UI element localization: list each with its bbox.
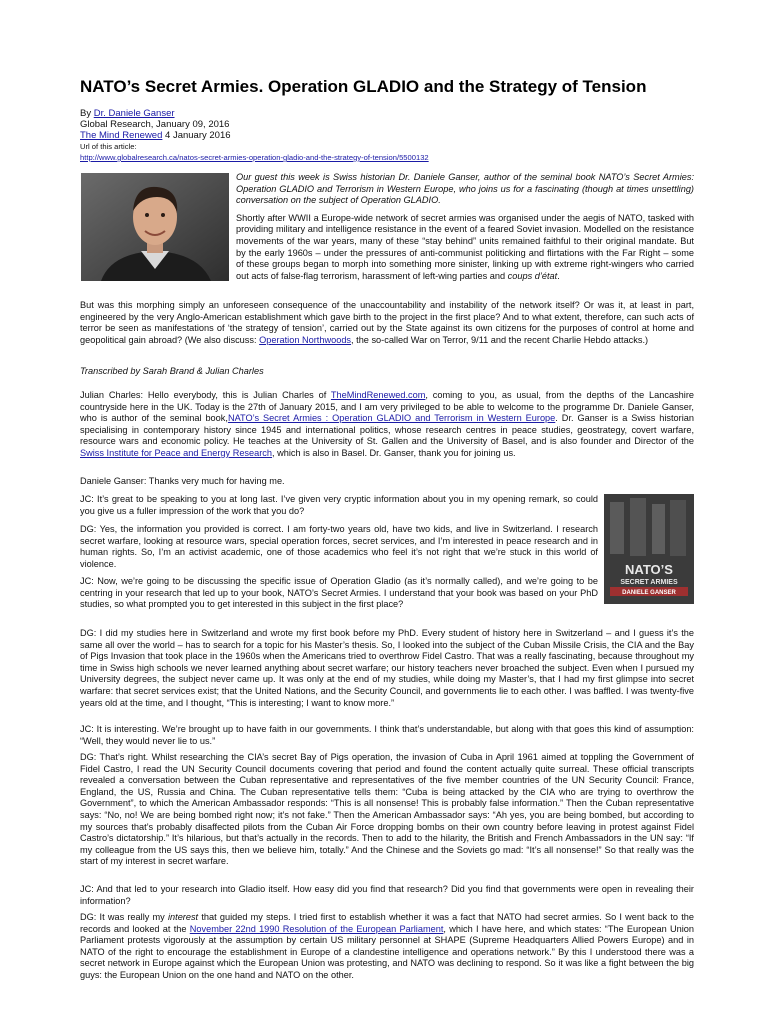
transcript-jc-3: JC: Now, we’re going to be discussing the specific issue of Operation Gladio (as it’s normally called), and we’re going to be centring in your research that led up to your book, NATO’s Secret Armies. I understand that your book was based on your PhD studies, so what prompted you to get interested in this subject in the first place? xyxy=(80,576,598,610)
transcript-dg-1: Daniele Ganser: Thanks very much for having me. xyxy=(80,476,285,486)
article-url-link[interactable]: http://www.globalresearch.ca/natos-secret-armies-operation-gladio-and-the-strategy-of-tension/5500132 xyxy=(80,153,429,162)
book-link[interactable]: NATO’s Secret Armies : Operation GLADIO and Terrorism in Western Europe xyxy=(227,413,556,424)
article-meta xyxy=(80,108,700,163)
transcript-dg-3: DG: I did my studies here in Switzerland and wrote my first book before my PhD. Every student of history here in Switzerland – and I guess it’s the same all over the world – has to search for a topic for his Master’s thesis. So, I looked into the subject of the Cuban Missile Crisis, the CIA and the Bay of Pigs Invasion that took place in the 1960s when the Americans tried to overthrow Fidel Castro. That was a really fascinating, because throughout my time in Swiss high schools we never learned anything about secret warfare; our history teachers never broached the subject. Even when I pursued my University degrees, the subject never came up. It was only at the end of my studies, while doing my Master’s, that I had my first glimpse into secret warfare: that secret services exist; that the United Nations, and the Security Council, and governments lie to each other. I was baffled. I was twenty-five years old at the time, and I thought, “This is interesting; I want to know more.” xyxy=(80,628,694,708)
transcript-jc-2: JC: It’s great to be speaking to you at long last. I’ve given very cryptic information about you in my opening remark, so could you give us a fuller impression of the work that you do? xyxy=(80,494,598,516)
transcript-jc-5: JC: And that led to your research into Gladio itself. How easy did you find that research? Did you find that governments were open in revealing their information? xyxy=(80,884,694,906)
intro-section xyxy=(236,172,694,288)
transcript-jc-4: JC: It is interesting. We’re brought up to have faith in our governments. I think that’s understandable, but along with that goes this kind of assumption: “Well, they would never lie to us.” xyxy=(80,724,694,746)
author-photo xyxy=(81,173,229,281)
transcript-dg-5: DG: It was really my interest that guided my steps. I tried first to establish whether it was a fact that NATO had secret armies. So I went back to the records and looked at the November 22nd 1990 Resolution of the European Parliament, which I have here, and which states: “The European Union Parliament protests vigorously at the assumption by certain US military personnel at SHAPE (Supreme Headquarters Allied Powers Europe) and in NATO of the right to encourage the establishment in Europe of a clandestine intelligence and operations network.” By this I understood there was a secret network in Europe against which the European Union was protesting, and NATO was declining to respond. So it was like a fight between the big guys: the European Union on the one hand and NATO on the other. xyxy=(80,912,695,980)
mind-renewed-link[interactable]: The Mind Renewed xyxy=(80,130,163,141)
book-cover-title-1: NATO’S xyxy=(625,562,673,577)
intro-italic: Our guest this week is Swiss historian Dr. Daniele Ganser, author of the seminal book NATO’s Secret Armies: Operation GLADIO and Terrorism in Western Europe, who joins us for a fascinating (though at times unsettling) conversation on the subject of Operation GLADIO. xyxy=(236,172,694,206)
mind-renewed-site-link[interactable]: TheMindRenewed.com xyxy=(330,390,426,400)
byline: By Dr. Daniele Ganser xyxy=(80,108,175,119)
transcribed-by: Transcribed by Sarah Brand & Julian Charles xyxy=(80,366,264,376)
intro-paragraph-1: Shortly after WWII a Europe-wide network of secret armies was organised under the aegis of NATO, tasked with providing military and intelligence resistance in the event of a feared Soviet invasion. Modelled on the resistance movements of the war years, many of these “stay behind” units remained faithful to their original mandate. But by the early 1960s – under the pressures of anti-communist politicking and flirtations with the Far Right – some of these groups began to morph into something more sinister, linking up with extreme right-wingers who carried out acts of false-flag terrorism, harassment of left-wing parties and coups d’état. xyxy=(236,212,694,281)
book-cover-title-2: SECRET ARMIES xyxy=(620,579,678,586)
article-title: NATO’s Secret Armies. Operation GLADIO and the Strategy of Tension xyxy=(80,77,647,96)
source-line: Global Research, January 09, 2016 xyxy=(80,119,230,130)
intro-paragraph-2: But was this morphing simply an unforeseen consequence of the unaccountability and instability of the network itself? Or was it, at least in part, engineered by the very Anglo-American establishment which gave birth to the project in the first place? And to what extent, therefore, can such acts of terror be seen as manifestations of ‘the strategy of tension’, carried out by the State against its own citizens for the purposes of control at home and geopolitical gain abroad? (We also discuss: Operation Northwoods, the so-called War on Terror, 9/11 and the recent Charlie Hebdo attacks.) xyxy=(80,300,694,345)
transcript-dg-2: DG: Yes, the information you provided is correct. I am forty-two years old, have two kids, and live in Switzerland. I research secret warfare, looking at resource wars, special operation forces, secret services, and I’m interested in peace research and in human rights. So, I’m an activist academic, one of those academics who feel it’s not right that we’re stuck in this world of violence. xyxy=(80,524,598,569)
original-source: The Mind Renewed 4 January 2016 xyxy=(80,130,231,141)
url-label: Url of this article: xyxy=(80,142,137,151)
eu-resolution-link[interactable]: November 22nd 1990 Resolution of the European Parliament xyxy=(189,923,444,934)
operation-northwoods-link[interactable]: Operation Northwoods xyxy=(259,334,352,345)
transcript-jc-1: Julian Charles: Hello everybody, this is Julian Charles of TheMindRenewed.com, coming to you, as usual, from the depths of the Lancashire countryside here in the UK. Today is the 27th of January 2015, and I am very privileged to be able to welcome to the programme Dr. Daniele Ganser, who is author of the seminal book,NATO’s Secret Armies : Operation GLADIO and Terrorism in Western Europe. Dr. Ganser is a Swiss historian specialising in contemporary history since 1945 and international politics, whose research centres in peace studies, geostrategy, covert warfare, resource wars and economic policy. He teaches at the University of St. Gallen and the University of Basel, and is also founder and Director of the Swiss Institute for Peace and Energy Research, which is also in Basel. Dr. Ganser, thank you for joining us. xyxy=(80,390,694,458)
author-portrait-image xyxy=(81,173,229,281)
book-cover-author: DANIELE GANSER xyxy=(622,590,676,596)
author-link[interactable]: Dr. Daniele Ganser xyxy=(93,108,175,119)
swiss-institute-link[interactable]: Swiss Institute for Peace and Energy Research xyxy=(80,447,273,458)
transcript-dg-4: DG: That’s right. Whilst researching the CIA’s secret Bay of Pigs operation, the invasion of Cuba in April 1961 aimed at toppling the Government of Fidel Castro, I read the UN Security Council documents covering that period and found the content actually quite surreal. These official transcripts revealed a conversation between the Cuban representative and representatives of the five member countries of the UN Security Council: France, England, the US, Russia and China. The Cuban representative tells them: “Cuba is being attacked by the CIA who are trying to overthrow the Government”, to which the American Ambassador responds: “This is all nonsense! This is probably false information.” Then the Cuban representative says: “No, no! We are being bombed right now; it’s not fake.” Then the American Ambassador says: “Ah yes, you are being bombed, but according to my sources that’s probably disaffected pilots from the Cuban Air Force dropping bombs on their own country before leaving in protest against Fidel Castro’s dictatorship.” It’s hilarious, but that’s actually in the records. Then to add to the hilarity, the British and French Ambassadors in the UN say: “If my colleague from the US says this, then we believe him, totally.” And the Chinese and the Soviets go mad: “It’s all nonsense!” So that really was the start of my interest in secret warfare. xyxy=(80,752,694,867)
book-cover-image xyxy=(604,494,694,604)
